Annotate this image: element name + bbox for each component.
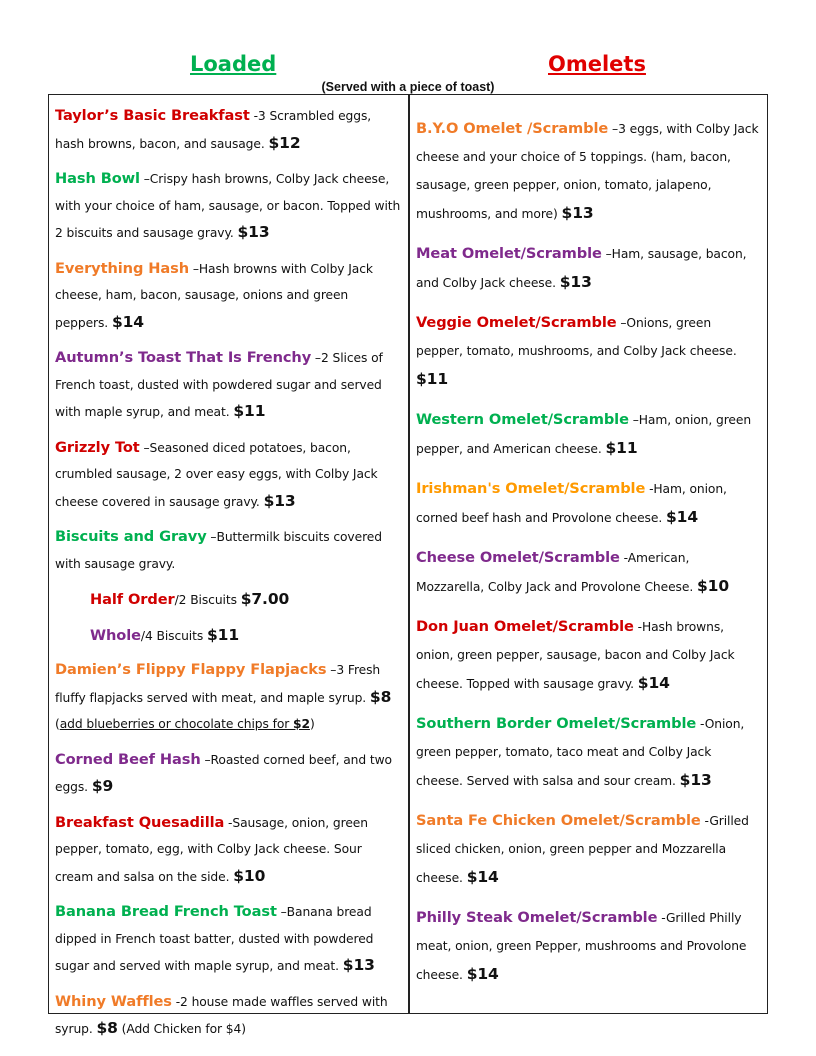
- option-description: /4 Biscuits: [140, 628, 207, 643]
- item-price: $14: [466, 965, 499, 983]
- menu-item: [55, 747, 403, 801]
- item-description: -Onion, green pepper, tomato, taco meat and Colby Jack cheese. Served with salsa and sour cream.: [416, 717, 745, 788]
- item-name: Autumn’s Toast That Is Frenchy: [55, 349, 312, 366]
- item-name: Meat Omelet/Scramble: [416, 245, 602, 262]
- omelets-heading: Omelets: [548, 52, 646, 76]
- item-description: –Buttermilk biscuits covered with sausage gravy.: [55, 530, 382, 571]
- item-price: $14: [665, 508, 699, 526]
- item-name: Irishman's Omelet/Scramble: [416, 480, 646, 497]
- item-name: Everything Hash: [55, 259, 190, 277]
- loaded-heading: Loaded: [190, 52, 277, 76]
- menu-item: [416, 115, 761, 228]
- menu-item: [55, 899, 403, 980]
- item-price: $11: [605, 439, 638, 457]
- menu-item: [416, 240, 761, 297]
- item-price: $14: [466, 868, 499, 886]
- menu-item: [416, 544, 761, 601]
- item-price: $8: [369, 687, 392, 706]
- omelets-column: [410, 95, 767, 1001]
- menu-item: [416, 475, 761, 532]
- item-description: –Banana bread dipped in French toast batter, dusted with powdered sugar and served with maple syrup, and meat.: [55, 905, 374, 973]
- menu-item: [55, 166, 403, 247]
- item-description: –Roasted corned beef, and two eggs.: [55, 752, 392, 794]
- item-name: Western Omelet/Scramble: [416, 411, 629, 428]
- item-price: $9: [91, 777, 114, 795]
- item-price: $12: [268, 133, 301, 152]
- menu-item: [55, 989, 403, 1043]
- item-name: Philly Steak Omelet/Scramble: [416, 909, 658, 926]
- option-name: Half Order: [90, 591, 175, 608]
- item-name: Biscuits and Gravy: [55, 528, 207, 545]
- item-price: $10: [233, 866, 266, 885]
- item-name: Southern Border Omelet/Scramble: [416, 715, 697, 732]
- menu-item: [416, 807, 761, 892]
- item-description: –Crispy hash browns, Colby Jack cheese, with your choice of ham, sausage, or bacon. Topped with 2 biscuits and sausage gravy.: [55, 172, 401, 240]
- item-name: Don Juan Omelet/Scramble: [416, 618, 634, 635]
- item-description: -Ham, onion, corned beef hash and Provolone cheese.: [416, 482, 727, 525]
- item-price: $13: [559, 273, 592, 291]
- item-description: -Hash browns, onion, green pepper, sausage, bacon and Colby Jack cheese. Topped with sausage gravy.: [416, 620, 735, 691]
- menu-item: [55, 435, 403, 516]
- menu-item: [416, 406, 761, 463]
- item-price: $10: [696, 577, 730, 595]
- biscuit-option: [55, 622, 403, 650]
- item-price: $13: [263, 491, 296, 510]
- item-price: $13: [237, 223, 270, 241]
- item-price: $13: [561, 204, 594, 222]
- option-description: /2 Biscuits: [174, 593, 241, 607]
- menu-item: [55, 103, 403, 157]
- item-description: –Onions, green pepper, tomato, mushrooms, and Colby Jack cheese.: [416, 316, 737, 358]
- item-price: $14: [111, 312, 144, 331]
- item-price: $13: [342, 956, 375, 974]
- item-description: –3 Fresh fluffy flapjacks served with meat, and maple syrup.: [55, 663, 381, 705]
- addon-note: (add blueberries or chocolate chips for $2): [55, 717, 315, 731]
- item-name: Santa Fe Chicken Omelet/Scramble: [416, 812, 701, 829]
- menu-item: [55, 345, 403, 426]
- item-name: Veggie Omelet/Scramble: [416, 314, 617, 331]
- item-price: $14: [637, 674, 670, 692]
- menu-item: [416, 710, 761, 795]
- menu-table: [48, 94, 768, 1037]
- item-description: -Grilled Philly meat, onion, green Pepper, mushrooms and Provolone cheese.: [416, 911, 747, 982]
- item-price: $11: [233, 402, 266, 420]
- item-name: B.Y.O Omelet /Scramble: [416, 120, 609, 137]
- item-description: –2 Slices of French toast, dusted with powdered sugar and served with maple syrup, and meat.: [55, 351, 383, 419]
- loaded-column: [49, 95, 409, 1052]
- item-price: $13: [679, 771, 712, 789]
- item-description: –Seasoned diced potatoes, bacon, crumbled sausage, 2 over easy eggs, with Colby Jack cheese covered in sausage gravy.: [55, 440, 378, 509]
- item-name: Breakfast Quesadilla: [55, 813, 225, 831]
- item-price: $11: [416, 370, 449, 388]
- option-name: Whole: [90, 626, 141, 644]
- item-description: –Ham, sausage, bacon, and Colby Jack cheese.: [416, 247, 747, 290]
- addon-price: $2: [293, 717, 310, 731]
- item-name: Damien’s Flippy Flappy Flapjacks: [55, 661, 327, 678]
- menu-item: [416, 309, 761, 394]
- item-name: Grizzly Tot: [55, 438, 140, 456]
- item-description: -American, Mozzarella, Colby Jack and Provolone Cheese.: [416, 551, 697, 594]
- item-description: -3 Scrambled eggs, hash browns, bacon, and sausage.: [55, 109, 372, 151]
- item-description: -2 house made waffles served with syrup.: [55, 994, 388, 1036]
- addon-text: add blueberries or chocolate chips for: [59, 717, 294, 731]
- menu-item: [55, 657, 403, 738]
- item-name: Whiny Waffles: [55, 992, 172, 1010]
- menu-item: [55, 810, 403, 891]
- item-name: Taylor’s Basic Breakfast: [55, 107, 250, 124]
- item-name: Corned Beef Hash: [55, 750, 201, 768]
- item-name: Cheese Omelet/Scramble: [416, 549, 620, 566]
- item-description: –Ham, onion, green pepper, and American cheese.: [416, 413, 752, 456]
- item-description: -Grilled sliced chicken, onion, green pepper and Mozzarella cheese.: [416, 814, 749, 885]
- toast-subtitle: (Served with a piece of toast): [321, 80, 495, 94]
- item-description: -Sausage, onion, green pepper, tomato, egg, with Colby Jack cheese. Sour cream and salsa on the side.: [55, 815, 368, 884]
- addon-note: (Add Chicken for $4): [117, 1022, 246, 1036]
- item-description: –3 eggs, with Colby Jack cheese and your choice of 5 toppings. (ham, bacon, sausage, green pepper, onion, tomato, jalapeno, mushrooms, and more): [416, 122, 759, 221]
- menu-item: [416, 904, 761, 989]
- option-price: $11: [206, 625, 240, 644]
- item-name: Banana Bread French Toast: [55, 903, 277, 920]
- menu-item: [55, 256, 403, 337]
- item-name: Hash Bowl: [55, 170, 140, 187]
- item-description: –Hash browns with Colby Jack cheese, ham, bacon, sausage, onions and green peppers.: [55, 261, 373, 330]
- option-price: $7.00: [240, 590, 290, 608]
- menu-item: [416, 613, 761, 698]
- menu-item: [55, 524, 403, 577]
- biscuit-option: [55, 586, 403, 614]
- item-price: $8: [96, 1019, 118, 1037]
